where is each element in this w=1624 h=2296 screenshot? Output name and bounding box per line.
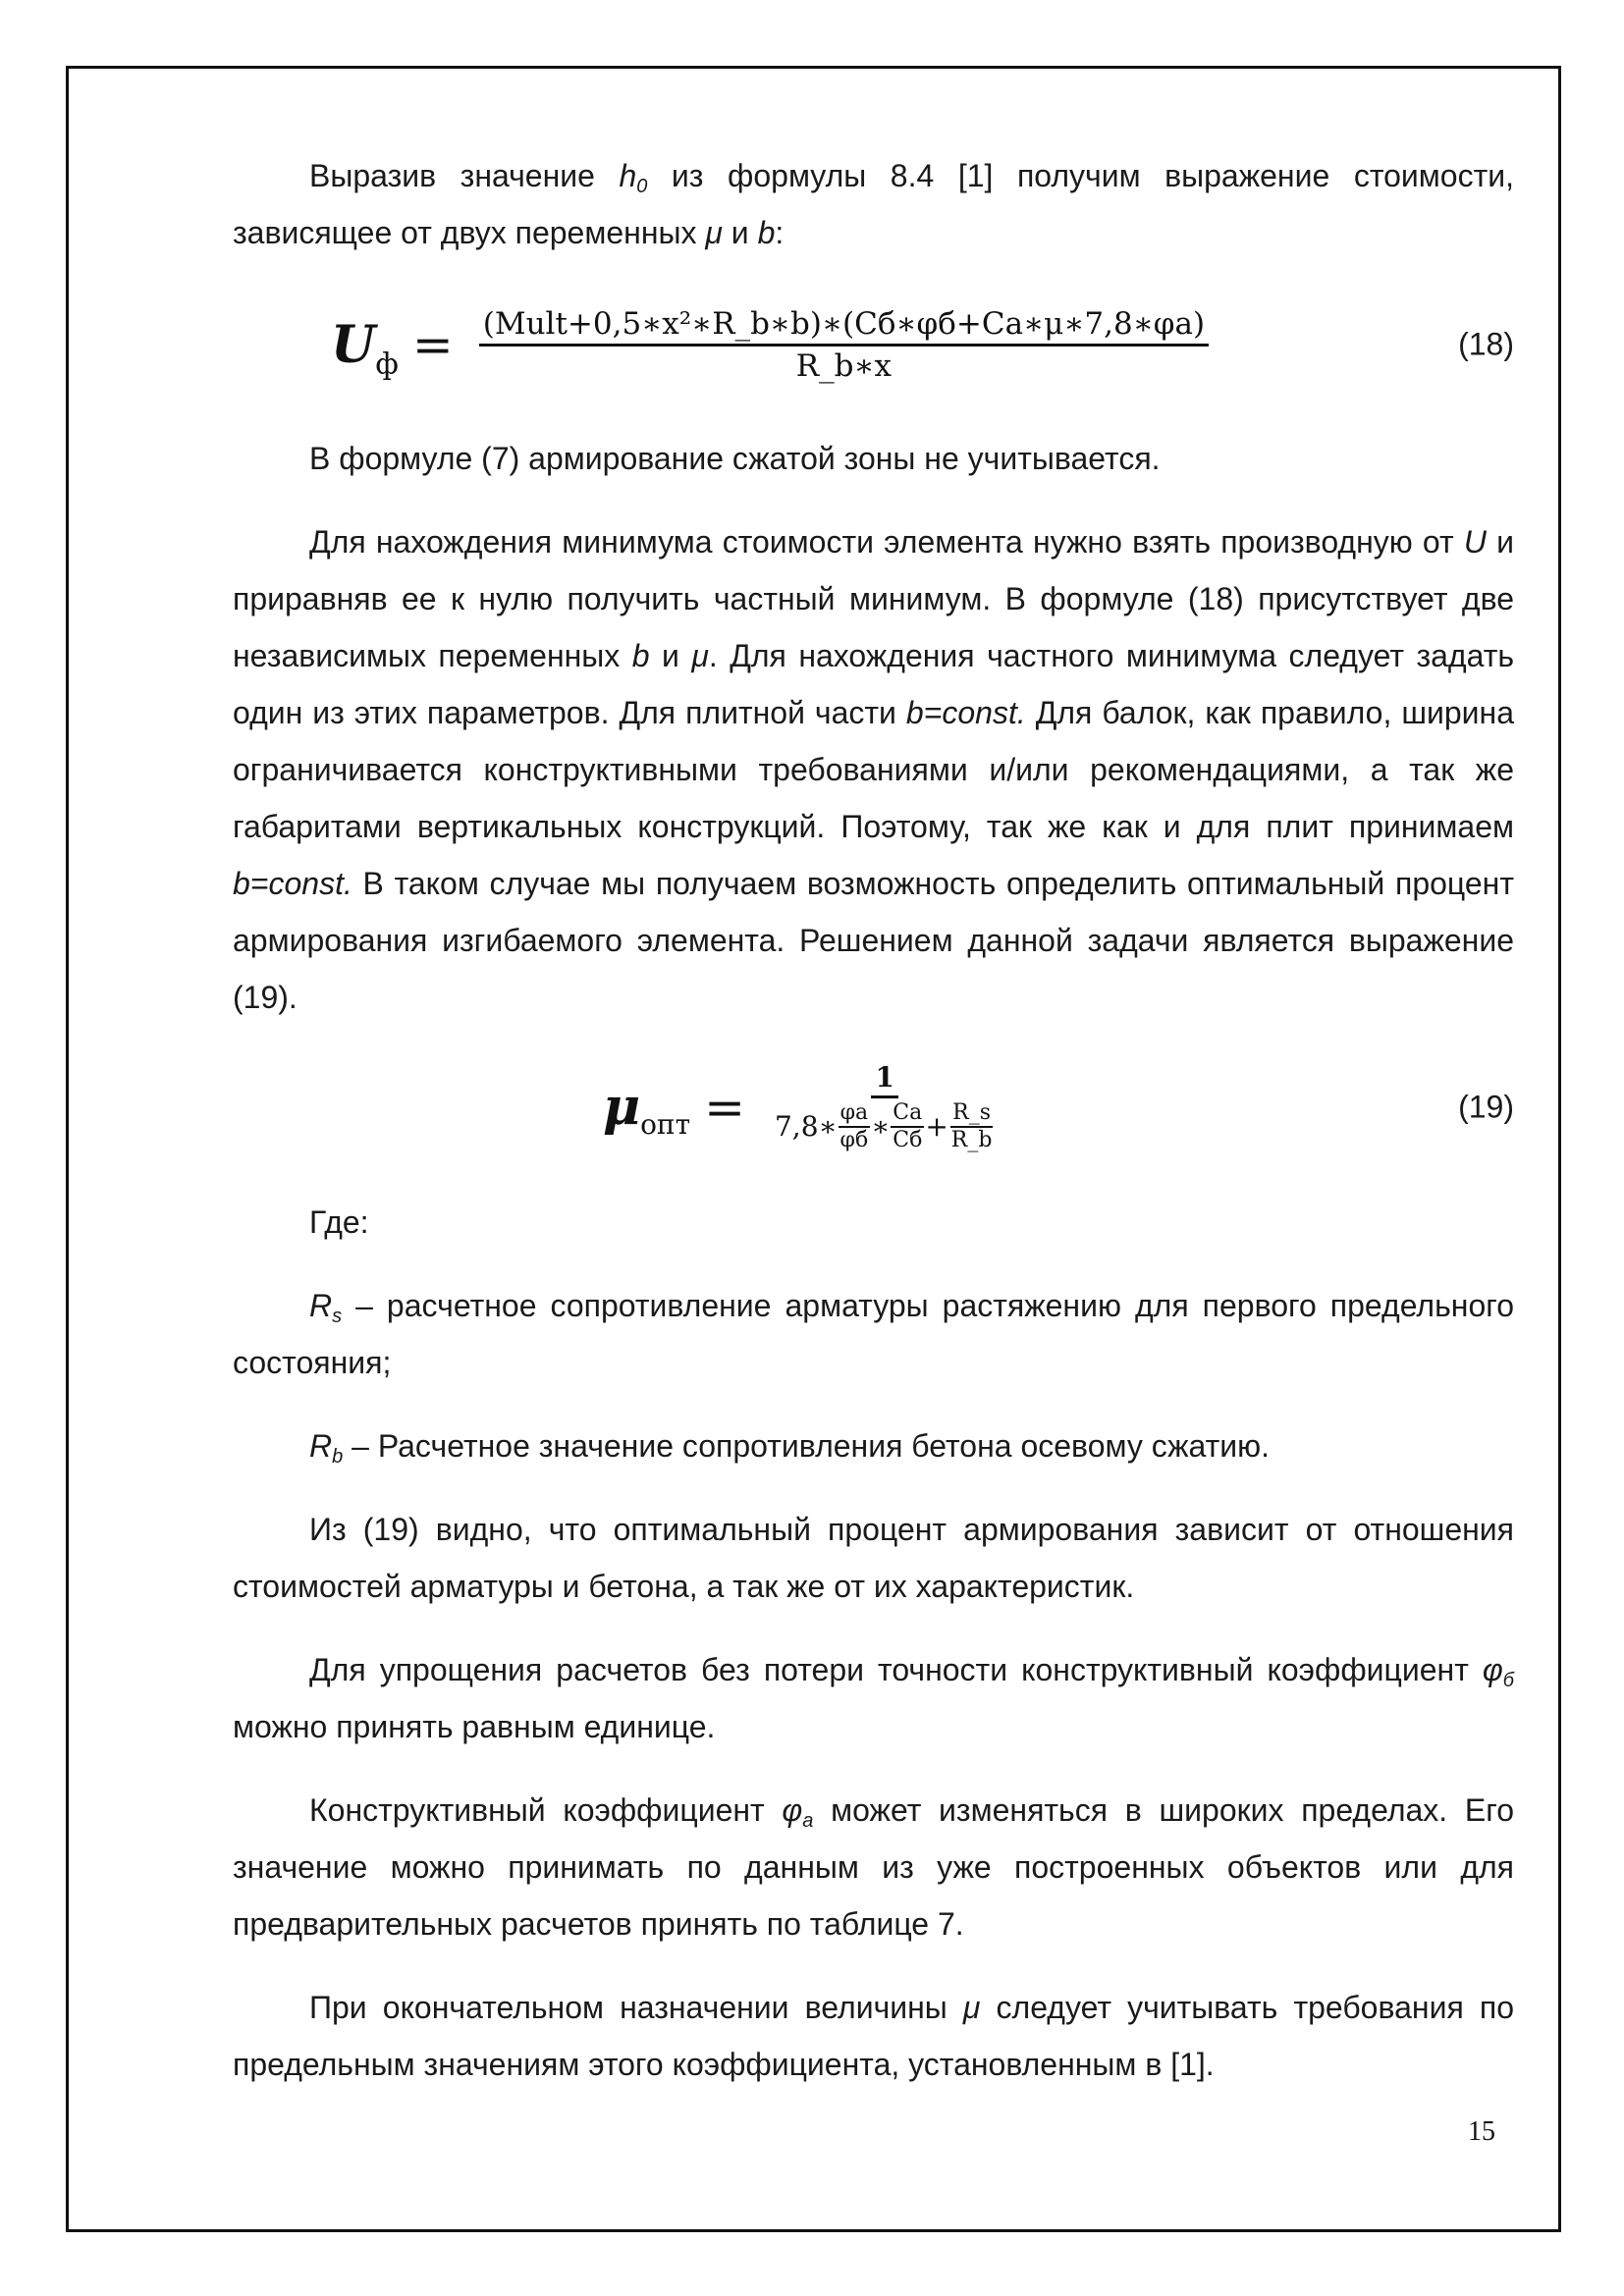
paragraph-simplification: Для упрощения расчетов без потери точности конструктивный коэффициент $\varphi_б$ можно принять равным единице.: [233, 1652, 1514, 1744]
eq18-equals: =: [411, 316, 454, 373]
equation-18: [233, 291, 1514, 399]
equation-number-18: (18): [1458, 326, 1514, 362]
page-number: 15: [1468, 2116, 1495, 2147]
paragraph-note: В формуле (7) армирование сжатой зоны не учитывается.: [309, 441, 1161, 476]
paragraph-minimum: Для нахождения минимума стоимости элемента нужно взять производную от U и приравняв ее к нулю получить частный минимум. В формуле (18) присутствует две независимых переменных b и μ. Для нахождения частного минимума следует задать один из этих параметров. Для плитной части b=const. Для балок, как правило, ширина ограничивается конструктивными требованиями и/или рекомендациями, а так же габаритами вертикальных конструкций. Поэтому, так же как и для плит принимаем b=const. В таком случае мы получаем возможность определить оптимальный процент армирования изгибаемого элемента. Решением данной задачи является выражение (19).: [233, 524, 1515, 1015]
eq18-numerator: (Mult+0,5∗x²∗R_b∗b)∗(Сб∗φб+Са∗μ∗7,8∗φа): [479, 306, 1209, 347]
equation-number-19: (19): [1458, 1089, 1514, 1124]
paragraph-final: При окончательном назначении величины μ следует учитывать требования по предельным значениям этого коэффициента, установленным в [1].: [233, 1990, 1515, 2082]
eq18-denominator: R_b∗x: [795, 347, 893, 384]
eq19-numerator: 1: [871, 1061, 897, 1098]
paragraph-coefficient: Конструктивный коэффициент $\varphi_а$ может изменяться в широких пределах. Его значение можно принимать по данным из уже построенных объектов или для предварительных расчетов принять по таблице 7.: [233, 1792, 1515, 1942]
eq19-denominator: 7,8∗ $\frac{\varphi a}{\varphi б}$ ∗ $\frac{Са}{Сб}$ + $\frac{R\_s}{R\_b}$: [774, 1099, 993, 1152]
paragraph-rb-definition: $R_b$ – Расчетное значение сопротивления бетона осевому сжатию.: [309, 1428, 1271, 1468]
document-body: [233, 147, 1514, 2093]
equation-19: [233, 1045, 1514, 1168]
paragraph-where: Где:: [309, 1204, 369, 1240]
eq18-lhs: $U_ф$: [331, 314, 399, 382]
paragraph-rs-definition: $R_s$ – расчетное сопротивление арматуры растяжению для первого предельного состояния;: [233, 1288, 1514, 1380]
eq19-lhs: $\mu_{опт}$: [603, 1077, 691, 1141]
paragraph-dependency: Из (19) видно, что оптимальный процент армирования зависит от отношения стоимостей арматуры и бетона, а так же от их характеристик.: [233, 1512, 1514, 1604]
paragraph-intro: Выразив значение $h_0$ из формулы 8.4 [1] получим выражение стоимости, зависящее от двух переменных μ и b:: [233, 158, 1515, 250]
eq19-equals: =: [704, 1078, 745, 1136]
